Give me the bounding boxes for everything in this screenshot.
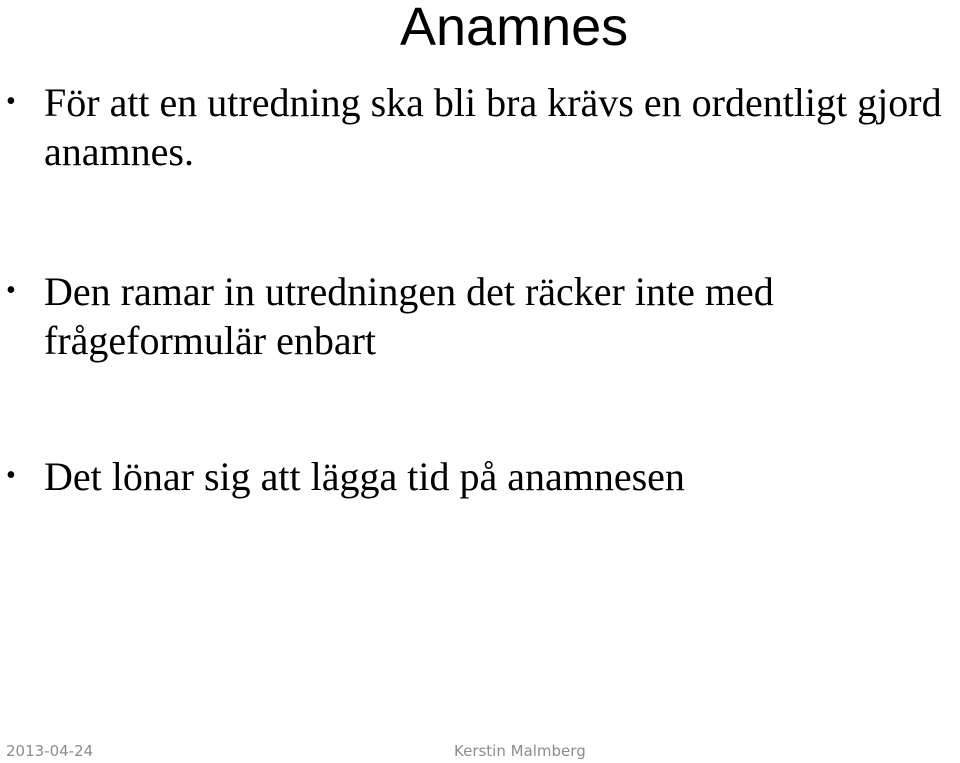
bullet-marker: • (6, 460, 16, 491)
bullet-marker: • (6, 275, 16, 306)
bullet-marker: • (6, 86, 16, 117)
footer-date: 2013-04-24 (6, 742, 94, 760)
slide-title: Anamnes (400, 0, 629, 57)
bullet-text: Det lönar sig att lägga tid på anamnesen (44, 454, 685, 499)
bullet-text: Den ramar in utredningen det räcker inte med frågeformulär enbart (44, 269, 774, 363)
footer-author: Kerstin Malmberg (454, 742, 586, 760)
bullet-text: För att en utredning ska bli bra krävs en ordentligt gjord anamnes. (44, 80, 942, 174)
